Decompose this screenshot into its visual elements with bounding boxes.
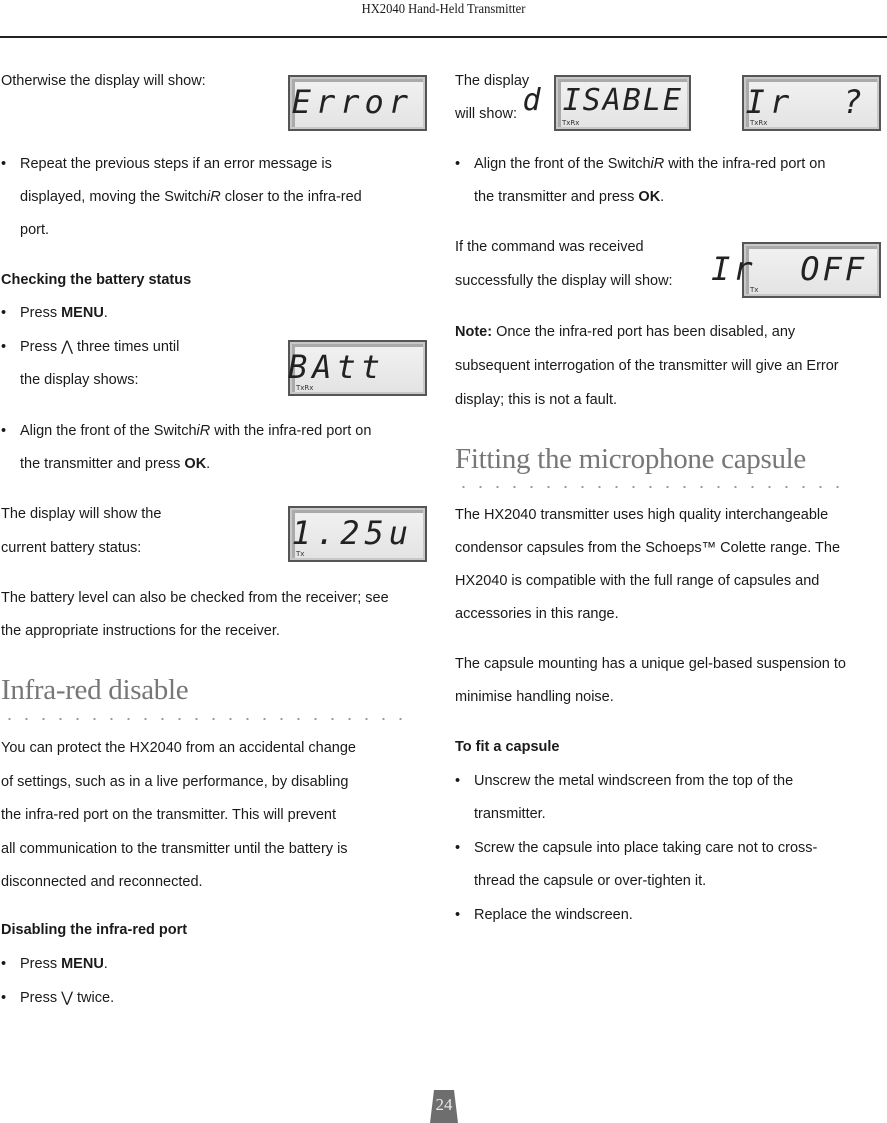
- note-paragraph: Note: Once the infra-red port has been disabled, any subsequent interrogation of the transmitter will give an Error display; this is not a fault.: [455, 324, 839, 408]
- display-will-show-line-1: The display: [455, 73, 530, 89]
- section-title-capsule: Fitting the microphone capsule: [455, 443, 807, 475]
- capsule-paragraph-2: The capsule mounting has a unique gel-based suspension to minimise handling noise.: [455, 656, 846, 705]
- lcd-batt-annunciator: TxRx: [296, 384, 314, 392]
- battery-heading: Checking the battery status: [1, 272, 192, 288]
- capsule-paragraph-1: The HX2040 transmitter uses high quality interchangeable condensor capsules from the Schoeps™ Colette range. The HX2040 is compatible with the full range of capsules and accessories in this range.: [455, 507, 841, 622]
- lcd-ir-off: [711, 242, 881, 298]
- lcd-error-text: Error: [291, 83, 413, 121]
- received-line-1: If the command was received: [455, 239, 644, 255]
- lcd-batt: [288, 340, 427, 396]
- up-arrow-icon: ⋀: [61, 339, 73, 355]
- lcd-disable: [522, 75, 691, 131]
- lcd-ir-query: [742, 75, 881, 131]
- lcd-error: [288, 75, 427, 131]
- lcd-ir-query-annunciator: TxRx: [750, 119, 768, 127]
- battery-display-line-2: current battery status:: [1, 540, 142, 556]
- disabling-heading: Disabling the infra-red port: [1, 922, 188, 938]
- received-line-2: successfully the display will show:: [455, 273, 673, 289]
- lcd-disable-text: d ISABLE: [522, 83, 683, 118]
- repeat-line-3: port.: [20, 222, 50, 238]
- battery-receiver-line-1: The battery level can also be checked from the receiver; see: [1, 590, 389, 606]
- fit-heading: To fit a capsule: [455, 739, 560, 755]
- lcd-ir-off-annunciator: Tx: [750, 286, 759, 294]
- display-will-show-line-2: will show:: [455, 106, 518, 122]
- page-number: 24: [435, 1095, 453, 1114]
- section-dots-ir-disable: [1, 717, 411, 721]
- lcd-batt-text: BAtt: [287, 348, 385, 386]
- running-header: HX2040 Hand-Held Transmitter: [361, 2, 526, 17]
- lcd-battery-level-annunciator: Tx: [296, 550, 305, 558]
- lcd-ir-query-text: Ir ?: [745, 83, 867, 121]
- battery-display-line-1: The display will show the: [1, 506, 162, 522]
- lcd-battery-level: [288, 506, 427, 562]
- lcd-disable-annunciator: TxRx: [562, 119, 580, 127]
- repeat-line-1: Repeat the previous steps if an error message is: [20, 156, 332, 172]
- section-title-ir-disable: Infra-red disable: [1, 674, 189, 706]
- header-rule: [0, 36, 887, 38]
- lcd-battery-level-text: 1.25u: [291, 514, 413, 552]
- down-arrow-icon: ⋁: [61, 990, 73, 1006]
- repeat-line-2: displayed, moving the SwitchiR closer to the infra-red: [20, 189, 362, 205]
- error-intro: Otherwise the display will show:: [1, 73, 206, 89]
- battery-receiver-line-2: the appropriate instructions for the receiver.: [1, 623, 280, 639]
- section-dots-capsule: [455, 485, 850, 489]
- ir-disable-paragraph: You can protect the HX2040 from an accidental change of settings, such as in a live performance, by disabling the infra-red port on the transmitter. This will prevent all communication to the transmitter until the battery is disconnected and reconnected.: [1, 740, 356, 890]
- lcd-ir-off-text: Ir OFF: [711, 250, 867, 288]
